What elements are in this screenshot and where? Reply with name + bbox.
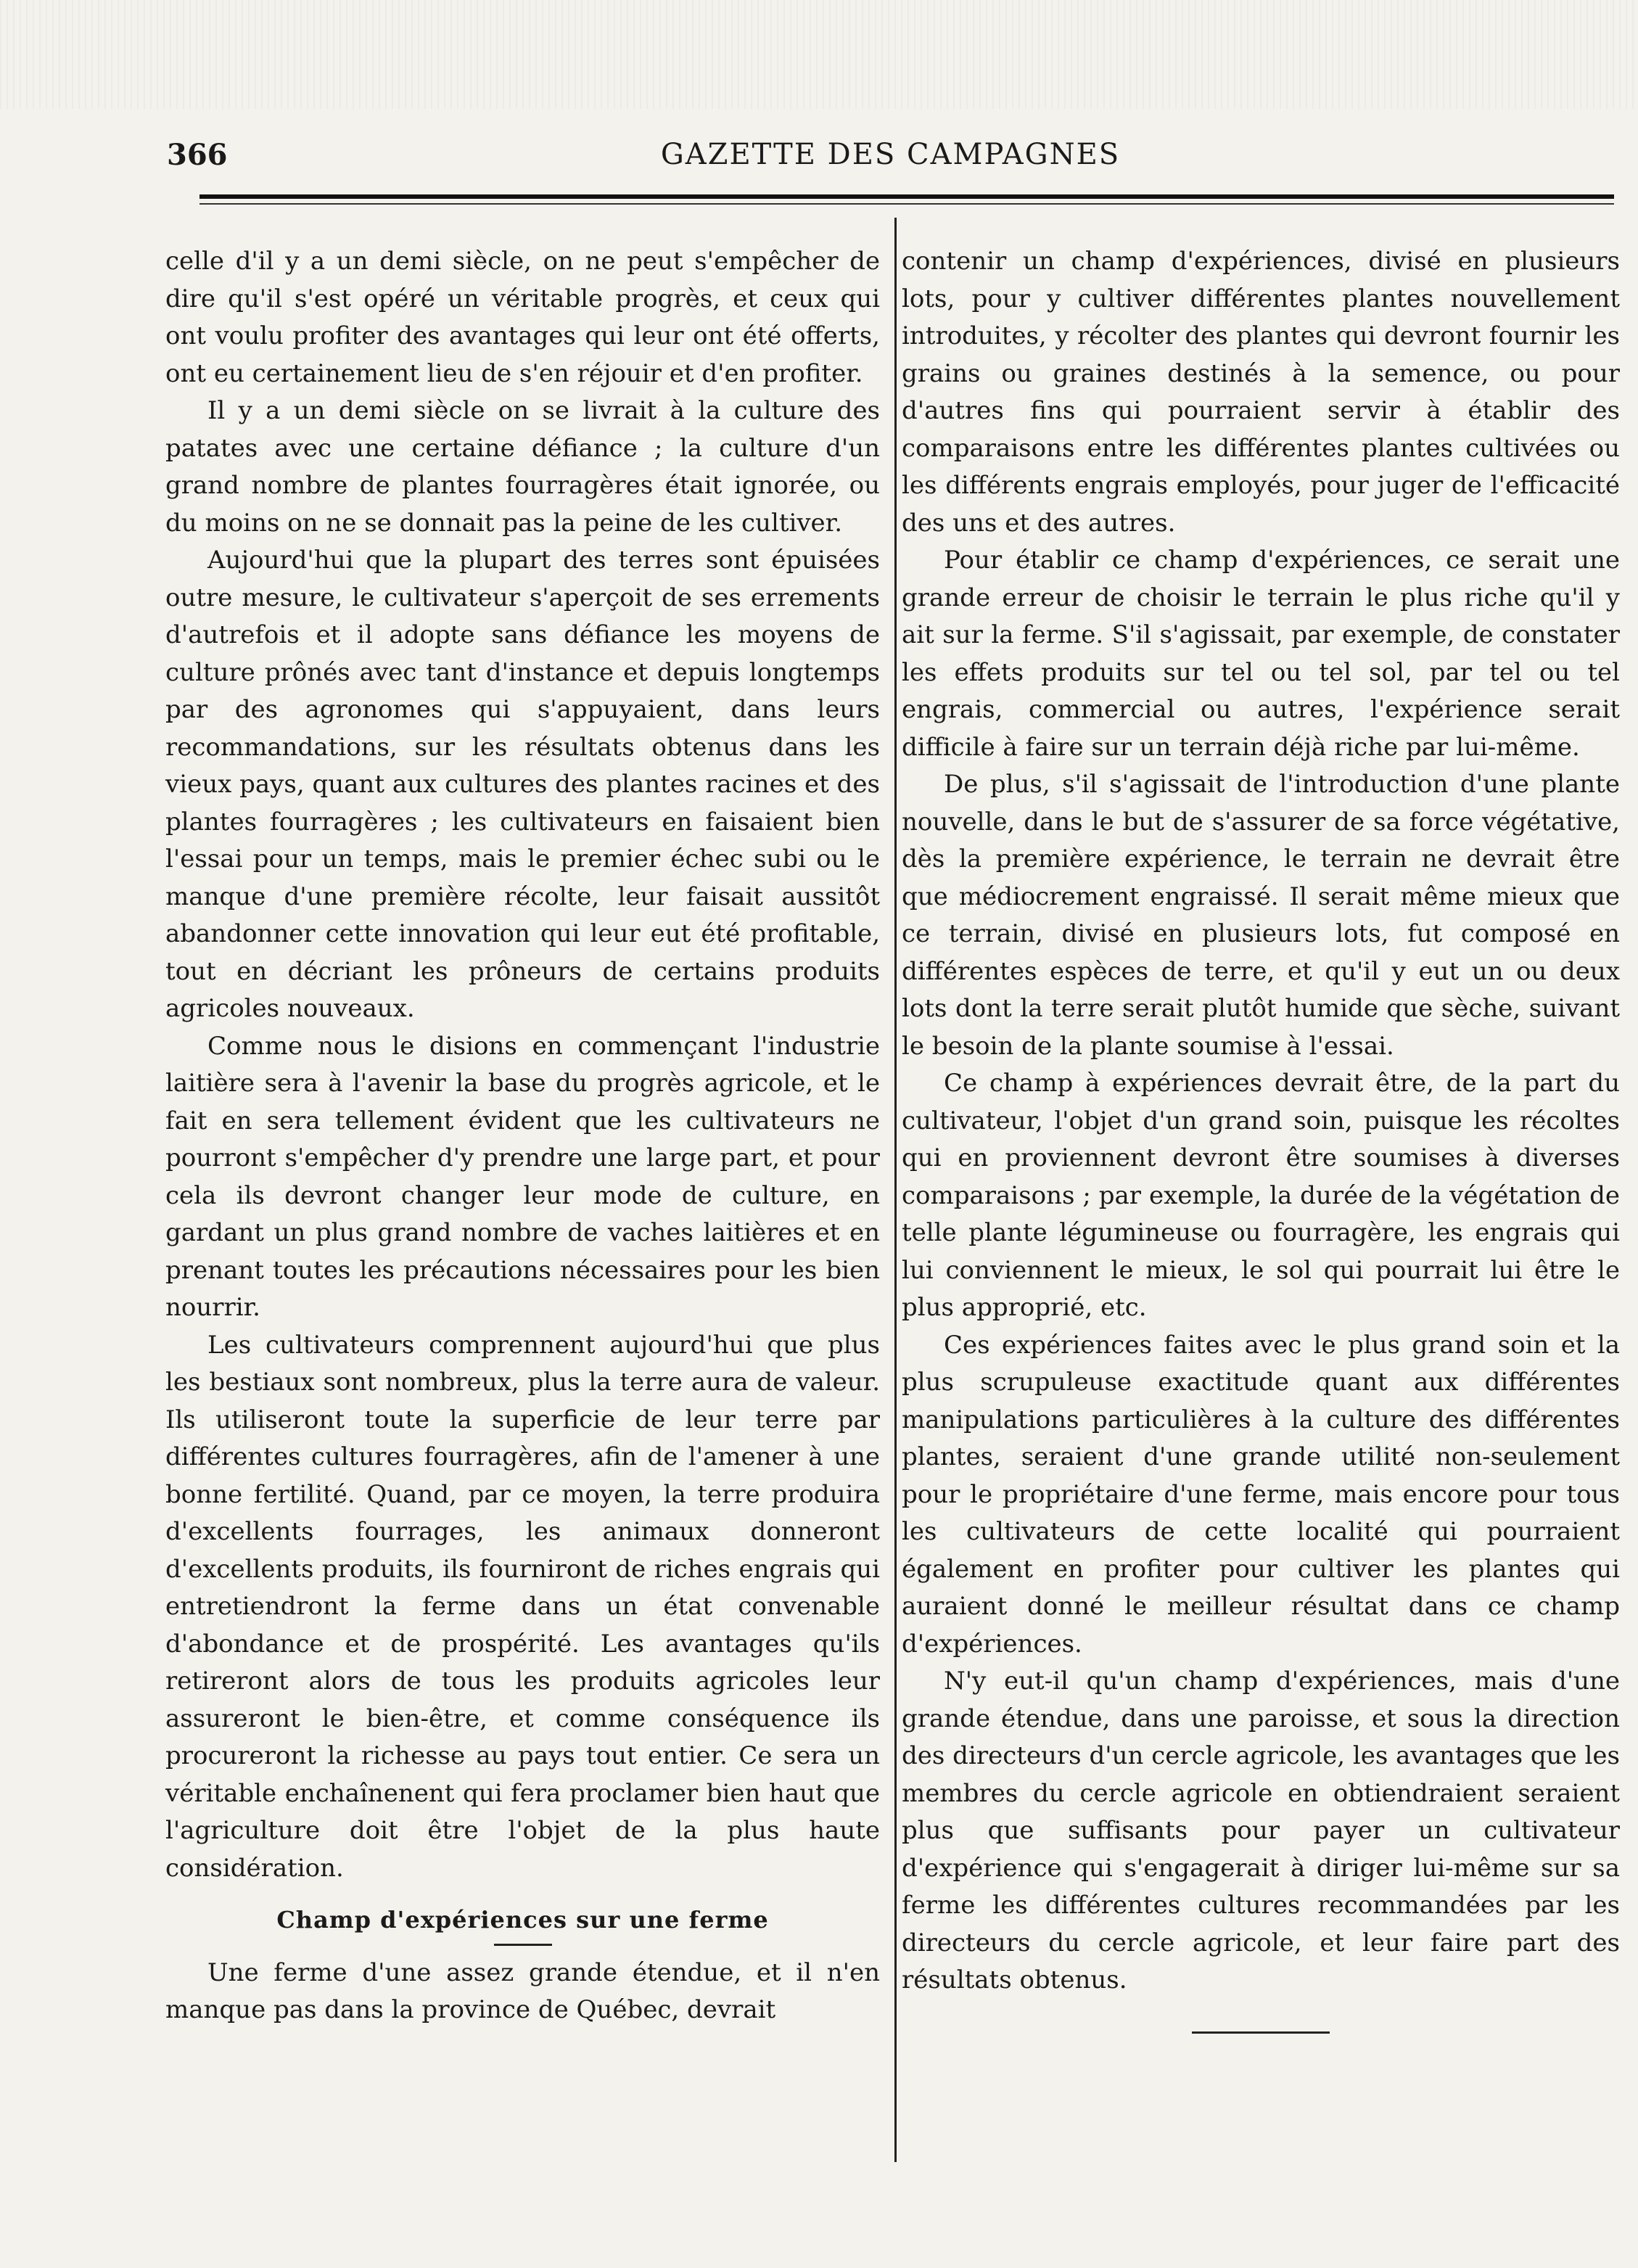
paragraph: N'y eut-il qu'un champ d'expériences, mais d'une grande étendue, dans une paroisse, et sous la direction des directeurs d'un cercle agricole, les avantages que les membres du cercle agricole en obtiendraient seraient plus que suffisants pour payer un cultivateur d'expérience qui s'engagerait à diriger lui-même sur sa ferme les différentes cultures recommandées par les directeurs du cercle agricole, et leur faire part des résultats obtenus. xyxy=(902,1667,1620,1994)
paragraph: contenir un champ d'expériences, divisé en plusieurs lots, pour y cultiver différentes plantes nouvellement introduites, y récolter des plantes qui devront fournir les grains ou graines destinés à la semence, ou pour d'autres fins qui pourraient servir à établir des comparaisons entre les différentes plantes cultivées ou les différents engrais employés, pour juger de l'efficacité des uns et des autres. xyxy=(902,247,1620,538)
paragraph: De plus, s'il s'agissait de l'introduction d'une plante nouvelle, dans le but de s'assurer de sa force végétative, dès la première expérience, le terrain ne devrait être que médiocrement engraissé. Il serait même mieux que ce terrain, divisé en plusieurs lots, fut composé en différentes espèces de terre, et qu'il y eut un ou deux lots dont la terre serait plutôt humide que sèche, suivant le besoin de la plante soumise à l'essai. xyxy=(902,770,1620,1061)
paragraph: celle d'il y a un demi siècle, on ne peut s'empêcher de dire qu'il s'est opéré un véritable progrès, et ceux qui ont voulu profiter des avantages qui leur ont été offerts, ont eu certainement lieu de s'en réjouir et d'en profiter. xyxy=(165,247,880,388)
header-rule xyxy=(199,194,1614,199)
paragraph: Ce champ à expériences devrait être, de la part du cultivateur, l'objet d'un grand soin, puisque les récoltes qui en proviennent devront être soumises à diverses comparaisons ; par exemple, la durée de la végétation de telle plante légumineuse ou fourragère, les engrais qui lui conviennent le mieux, le sol qui pourrait lui être le plus approprié, etc. xyxy=(902,1069,1620,1322)
page-header xyxy=(167,138,1614,181)
right-column xyxy=(902,243,1620,2034)
paragraph: Une ferme d'une assez grande étendue, et il n'en manque pas dans la province de Québec, devrait xyxy=(165,1957,880,2024)
paragraph: Ces expériences faites avec le plus grand soin et la plus scrupuleuse exactitude quant aux différentes manipulations particulières à la culture des différentes plantes, seraient d'une grande utilité non-seulement pour le propriétaire d'une ferme, mais encore pour tous les cultivateurs de cette localité qui pourraient également en profiter pour cultiver les plantes qui auraient donné le meilleur résultat dans ce champ d'expériences. xyxy=(902,1330,1620,1659)
paragraph: Les cultivateurs comprennent aujourd'hui que plus les bestiaux sont nombreux, plus la terre aura de valeur. Ils utiliseront toute la superficie de leur terre par différentes cultures fourragères, afin de l'amener à une bonne fertilité. Quand, par ce moyen, la terre produira d'excellents fourrages, les animaux donneront d'excellents produits, ils fourniront de riches engrais qui entretiendront la ferme dans un état convenable d'abondance et de prospérité. Les avantages qu'ils retireront alors de tous les produits agricoles leur assureront le bien-être, et comme conséquence ils procureront la richesse au pays tout entier. Ce sera un véritable enchaînenent qui fera proclamer bien haut que l'agriculture doit être l'objet de la plus haute considération. xyxy=(165,1330,880,1883)
page-number: 366 xyxy=(167,138,228,172)
paragraph: Pour établir ce champ d'expériences, ce serait une grande erreur de choisir le terrain le plus riche qu'il y ait sur la ferme. S'il s'agissait, par exemple, de constater les effets produits sur tel ou tel sol, par tel ou tel engrais, commercial ou autres, l'expérience serait difficile à faire sur un terrain déjà riche par lui-même. xyxy=(902,546,1620,762)
heading-rule xyxy=(494,1944,552,1946)
header-rule-thin xyxy=(199,203,1614,205)
journal-title: GAZETTE DES CAMPAGNES xyxy=(660,138,1121,171)
left-column xyxy=(165,243,880,2029)
paragraph: Aujourd'hui que la plupart des terres sont épuisées outre mesure, le cultivateur s'aperçoit de ses errements d'autrefois et il adopte sans défiance les moyens de culture prônés avec tant d'instance et depuis longtemps par des agronomes qui s'appuyaient, dans leurs recommandations, sur les résultats obtenus dans les vieux pays, quant aux cultures des plantes racines et des plantes fourragères ; les cultivateurs en faisaient bien l'essai pour un temps, mais le premier échec subi ou le manque d'une première récolte, leur faisait aussitôt abandonner cette innovation qui leur eut été profitable, tout en décriant les prôneurs de certains produits agricoles nouveaux. xyxy=(165,546,880,1023)
section-heading: Champ d'expériences sur une ferme xyxy=(276,1906,769,1934)
paragraph: Comme nous le disions en commençant l'industrie laitière sera à l'avenir la base du progrès agricole, et le fait en sera tellement évident que les cultivateurs ne pourront s'empêcher d'y prendre une large part, et pour cela ils devront changer leur mode de culture, en gardant un plus grand nombre de vaches laitières et en prenant toutes les précautions nécessaires pour les bien nourrir. xyxy=(165,1031,880,1322)
end-rule xyxy=(1192,2031,1330,2034)
print-noise xyxy=(0,0,1638,109)
paragraph: Il y a un demi siècle on se livrait à la culture des patates avec une certaine défiance ; la culture d'un grand nombre de plantes fourragères était ignorée, ou du moins on ne se donnait pas la peine de les cultiver. xyxy=(165,396,880,538)
column-divider xyxy=(894,218,897,2162)
